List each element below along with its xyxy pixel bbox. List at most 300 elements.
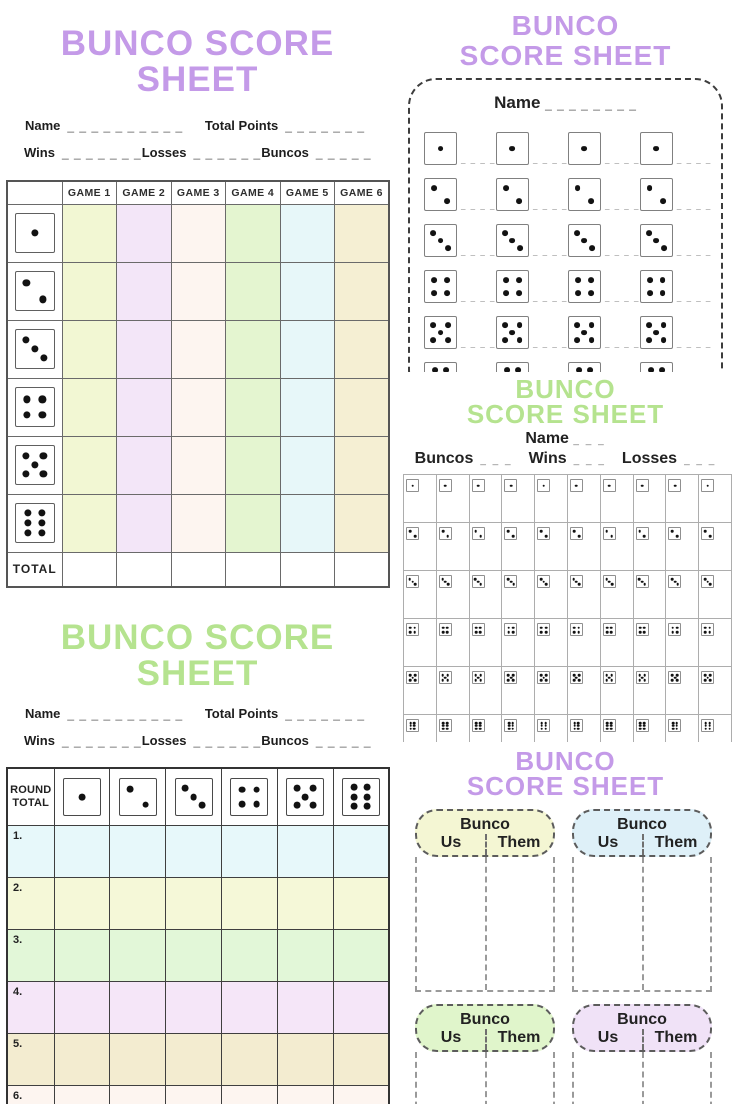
round-score-cell (54, 825, 110, 877)
score-cell (335, 494, 390, 552)
tally-cell (600, 523, 633, 571)
die-pip (643, 631, 646, 634)
them-label: Them (497, 1029, 541, 1046)
tally-cell (469, 523, 502, 571)
tally-grid-row (404, 523, 732, 571)
die-6-icon (424, 362, 457, 372)
buncos-blank: _ _ _ _ _ (315, 734, 372, 748)
die-1-icon (63, 778, 101, 816)
name-field (395, 430, 736, 448)
die-pip (78, 793, 85, 800)
die-1-icon (668, 479, 681, 492)
bunco-card-header (572, 1004, 712, 1052)
die-pip (540, 679, 543, 682)
tally-cell (436, 523, 469, 571)
die-pip (294, 785, 301, 792)
round-score-cell (333, 1085, 389, 1104)
die-pip (302, 793, 309, 800)
die-2-icon (603, 527, 616, 540)
tally-cell (469, 571, 502, 619)
die-pip (199, 802, 206, 809)
die-pip (431, 277, 437, 283)
die-score-unit (424, 362, 496, 372)
die-pip (502, 230, 508, 236)
bunco-card-body (572, 1052, 712, 1104)
die-1-icon (640, 132, 673, 165)
die-pip (606, 626, 609, 629)
score-blank: _ _ _ _ (461, 293, 496, 302)
round-score-cell (166, 877, 222, 929)
die-6-icon (640, 362, 673, 372)
game-header-5: GAME 5 (280, 181, 335, 204)
bunco-card-1 (415, 809, 555, 992)
tally-cell (633, 715, 666, 743)
dice-tally-row (424, 362, 711, 372)
die-pip (540, 727, 543, 730)
tally-grid-row (404, 715, 732, 743)
die-pip (503, 277, 509, 283)
name-label: Name (525, 430, 569, 447)
die-pip (446, 535, 449, 538)
losses-blank: _ _ _ _ _ _ (193, 734, 262, 748)
die-2-icon (424, 178, 457, 211)
die-pip (502, 322, 508, 328)
score-cell (280, 262, 335, 320)
die-pip (40, 470, 47, 477)
die-pip (24, 519, 31, 526)
score-blank: _ _ _ _ (676, 155, 712, 164)
tally-cell (502, 523, 535, 571)
tally-cell (535, 619, 568, 667)
round-score-cell (110, 981, 166, 1033)
header-divider (485, 834, 487, 855)
buncos-label: Buncos (261, 733, 309, 748)
die-score-unit (568, 270, 640, 303)
losses-label: Losses (141, 733, 187, 748)
sheet-b-fields-row-1 (0, 706, 395, 721)
die-pip (126, 785, 133, 792)
total-score-cell (62, 552, 117, 587)
die-pip (413, 631, 416, 634)
die-pip (574, 230, 580, 236)
tally-cell (633, 667, 666, 715)
die-pip (646, 337, 652, 343)
die-pip (479, 631, 482, 634)
die-pip (653, 238, 659, 244)
tally-cell (600, 571, 633, 619)
die-pip (38, 510, 45, 517)
tally-cell (567, 475, 600, 523)
bunco-card-body (415, 857, 555, 992)
die-score-unit (568, 178, 640, 211)
die-pip (438, 146, 444, 152)
die-pip (661, 322, 667, 328)
die-pip (512, 679, 515, 682)
tally-cell (469, 667, 502, 715)
dice-score-row (7, 320, 389, 378)
total-points-label: Total Points (204, 118, 279, 133)
game-header-1: GAME 1 (62, 181, 117, 204)
die-pip (351, 793, 358, 800)
die-score-unit (640, 132, 712, 165)
die-pip (671, 530, 674, 533)
die-3-icon (570, 575, 583, 588)
round-score-cell (277, 877, 333, 929)
die-pip (647, 277, 653, 283)
die-pip (573, 626, 576, 629)
die-pip (444, 198, 450, 204)
sheet-e-title (395, 746, 736, 801)
die-score-unit (496, 224, 568, 257)
die-5-icon (570, 671, 583, 684)
die-1-icon (636, 479, 649, 492)
die-2-icon (119, 778, 157, 816)
die-pip (413, 626, 416, 629)
wins-field (24, 145, 142, 160)
round-score-cell (221, 981, 277, 1033)
tally-cell (666, 667, 699, 715)
score-blank: _ _ _ _ (461, 155, 496, 164)
round-score-cell (110, 825, 166, 877)
die-score-unit (496, 270, 568, 303)
name-blank: _ _ _ _ _ _ _ _ _ _ (67, 707, 184, 721)
game-header-3: GAME 3 (171, 181, 226, 204)
score-cell (280, 378, 335, 436)
die-pip (441, 679, 444, 682)
die-3-icon (668, 575, 681, 588)
score-blank: _ _ _ _ (676, 293, 712, 302)
die-pip (310, 785, 317, 792)
name-label: Name (25, 118, 61, 133)
die-3-icon (504, 575, 517, 588)
die-3-icon (439, 575, 452, 588)
die-pip (545, 631, 548, 634)
score-cell (117, 204, 172, 262)
die-pip (646, 322, 652, 328)
die-6-icon (537, 719, 550, 732)
dice-tally-row (424, 178, 711, 211)
them-label: Them (654, 1029, 698, 1046)
tally-cell (699, 475, 732, 523)
die-pip (508, 727, 511, 730)
die-pip (709, 674, 712, 677)
die-6-icon (15, 503, 55, 543)
die-5-icon (640, 316, 673, 349)
buncos-label: Buncos (261, 145, 309, 160)
die-2-icon (537, 527, 550, 540)
die-pip (517, 337, 523, 343)
die-4-icon (640, 270, 673, 303)
die-6-icon (701, 719, 714, 732)
die-pip (409, 727, 412, 730)
die-pip (24, 510, 31, 517)
die-pip (409, 679, 412, 682)
die-6-icon (472, 719, 485, 732)
tally-cell (502, 571, 535, 619)
die-pip (660, 277, 666, 283)
round-label-cell (7, 929, 54, 981)
die-pip (507, 679, 510, 682)
tally-cell (404, 667, 437, 715)
sheet-dice-tally-box (395, 0, 736, 372)
score-cell (335, 262, 390, 320)
die-pip (444, 484, 447, 487)
them-label: Them (497, 834, 541, 851)
die-pip (477, 484, 480, 487)
die-pip (364, 784, 371, 791)
buncos-blank: _ _ _ (480, 455, 513, 466)
score-cell (226, 204, 281, 262)
total-points-field (205, 706, 365, 721)
die-pip (517, 245, 523, 251)
tally-cell (535, 571, 568, 619)
score-cell (280, 320, 335, 378)
die-pip (409, 631, 412, 634)
round-score-cell (277, 929, 333, 981)
tally-cell (404, 619, 437, 667)
die-pip (474, 530, 477, 533)
name-label: Name (494, 93, 541, 112)
tally-cell (535, 715, 568, 743)
die-1-icon (424, 132, 457, 165)
die-5-icon (701, 671, 714, 684)
round-score-cell (333, 877, 389, 929)
score-blank: _ _ _ _ (676, 201, 712, 210)
score-cell (62, 436, 117, 494)
die-pip (605, 679, 608, 682)
dice-score-row (7, 262, 389, 320)
die-pip (578, 679, 581, 682)
die-pip (474, 679, 477, 682)
die-score-unit (640, 270, 712, 303)
die-pip (589, 245, 595, 251)
die-6-icon (636, 719, 649, 732)
die-pip (503, 185, 509, 191)
die-4-icon (537, 623, 550, 636)
die-pip (510, 330, 516, 336)
die-pip (142, 801, 149, 808)
die-pip (646, 230, 652, 236)
die-pip (610, 535, 613, 538)
die-1-icon (701, 479, 714, 492)
die-pip (708, 727, 711, 730)
score-blank: _ _ _ _ (676, 339, 712, 348)
score-cell (62, 378, 117, 436)
round-score-cell (221, 1085, 277, 1104)
score-cell (335, 320, 390, 378)
die-pip (671, 679, 674, 682)
die-5-icon (439, 671, 452, 684)
die-pip (671, 631, 674, 634)
die-pip (704, 530, 707, 533)
die-pip (430, 337, 436, 343)
die-4-icon (570, 623, 583, 636)
round-total-header (7, 768, 54, 825)
die-pip (582, 238, 588, 244)
die-4-icon (439, 623, 452, 636)
round-score-cell (221, 825, 277, 877)
tally-cell (567, 571, 600, 619)
die-5-icon (504, 671, 517, 684)
bunco-card-header (415, 1004, 555, 1052)
die-pip (479, 626, 482, 629)
die-pip (704, 727, 707, 730)
die-score-unit (424, 224, 496, 257)
die-pip (40, 296, 47, 303)
total-score-cell (335, 552, 390, 587)
sheet-b-fields-row-2 (0, 733, 395, 748)
total-score-cell (226, 552, 281, 587)
losses-field (142, 145, 262, 160)
die-1-icon (537, 479, 550, 492)
die-pip (638, 530, 641, 533)
die-pip (653, 146, 659, 152)
die-5-icon (603, 671, 616, 684)
name-blank: _ _ _ (573, 435, 606, 446)
tally-cell (436, 715, 469, 743)
die-pip (639, 727, 642, 730)
losses-blank: _ _ _ _ _ _ (193, 146, 262, 160)
tally-cell (502, 475, 535, 523)
bunco-card-body (415, 1052, 555, 1104)
sheet-e-title-line2: SCORE SHEET (466, 771, 665, 801)
die-pip (577, 631, 580, 634)
die-1-icon (570, 479, 583, 492)
die-4-icon (472, 623, 485, 636)
dice-score-row (7, 204, 389, 262)
round-score-cell (221, 1033, 277, 1085)
die-5-icon (15, 445, 55, 485)
tally-cell (535, 667, 568, 715)
die-2-icon (668, 527, 681, 540)
body-divider (642, 857, 644, 990)
die-pip (444, 290, 450, 296)
tally-cell (567, 715, 600, 743)
dice-tally-row (424, 224, 711, 257)
die-3-icon (568, 224, 601, 257)
die-5-icon (424, 316, 457, 349)
die-pip (31, 461, 38, 468)
sheet-a-fields-row-1 (0, 118, 395, 133)
die-pip (588, 290, 594, 296)
die-score-unit (424, 316, 496, 349)
die-pip (414, 674, 417, 677)
sheet-round-rows (0, 600, 395, 1104)
total-points-blank: _ _ _ _ _ _ _ (285, 707, 365, 721)
body-divider (642, 1052, 644, 1104)
die-5-icon (406, 671, 419, 684)
die-pip (447, 674, 450, 677)
die-row-header (7, 262, 62, 320)
die-3-icon (603, 575, 616, 588)
tally-cell (535, 475, 568, 523)
die-pip (503, 290, 509, 296)
die-pip (639, 626, 642, 629)
die-2-icon (15, 271, 55, 311)
die-pip (364, 793, 371, 800)
die-6-icon (568, 362, 601, 372)
score-cell (171, 262, 226, 320)
die-pip (606, 631, 609, 634)
die-pip (502, 337, 508, 343)
die-pip (22, 336, 29, 343)
die-3-icon (472, 575, 485, 588)
die-pip (516, 277, 522, 283)
die-pip (540, 530, 543, 533)
die-score-unit (424, 178, 496, 211)
score-cell (171, 378, 226, 436)
us-label: Us (597, 1029, 619, 1046)
score-cell (171, 204, 226, 262)
tally-cell (699, 619, 732, 667)
die-2-icon (496, 178, 529, 211)
die-pip (573, 530, 576, 533)
die-pip (510, 146, 516, 152)
tally-cell (633, 523, 666, 571)
die-pip (610, 674, 613, 677)
die-pip (414, 583, 417, 586)
die-pip (638, 679, 641, 682)
tally-cell (502, 715, 535, 743)
dashed-score-box (408, 78, 723, 372)
die-pip (409, 530, 412, 533)
die-3-icon (701, 575, 714, 588)
tally-grid-row (404, 475, 732, 523)
tally-cell (404, 475, 437, 523)
die-pip (639, 631, 642, 634)
die-pip (643, 674, 646, 677)
round-score-cell (166, 929, 222, 981)
round-score-cell (54, 877, 110, 929)
score-cell (226, 262, 281, 320)
round-number: 1. (13, 829, 23, 842)
die-4-icon (230, 778, 268, 816)
die-pip (507, 626, 510, 629)
tally-cell (600, 667, 633, 715)
die-6-icon (439, 719, 452, 732)
round-score-cell (110, 877, 166, 929)
die-2-icon (504, 527, 517, 540)
score-blank: _ _ _ _ (604, 339, 640, 348)
die-4-icon (701, 623, 714, 636)
die-4-icon (668, 623, 681, 636)
game-score-table (6, 180, 390, 588)
score-cell (226, 494, 281, 552)
die-pip (24, 396, 31, 403)
die-pip (545, 679, 548, 682)
round-row (7, 929, 389, 981)
score-cell (117, 494, 172, 552)
die-4-icon (568, 270, 601, 303)
total-points-label: Total Points (204, 706, 279, 721)
die-2-icon (701, 527, 714, 540)
die-pip (475, 626, 478, 629)
die-pip (575, 290, 581, 296)
die-pip (431, 185, 437, 191)
die-pip (516, 198, 522, 204)
buncos-label: Buncos (414, 450, 474, 467)
us-label: Us (440, 834, 462, 851)
bunco-card-body (572, 857, 712, 992)
tally-cell (666, 523, 699, 571)
tally-grid-table (403, 474, 732, 742)
die-pip (573, 727, 576, 730)
die-pip (22, 453, 29, 460)
round-score-cell (277, 981, 333, 1033)
die-score-unit (640, 316, 712, 349)
tally-cell (600, 715, 633, 743)
die-pip (660, 198, 666, 204)
